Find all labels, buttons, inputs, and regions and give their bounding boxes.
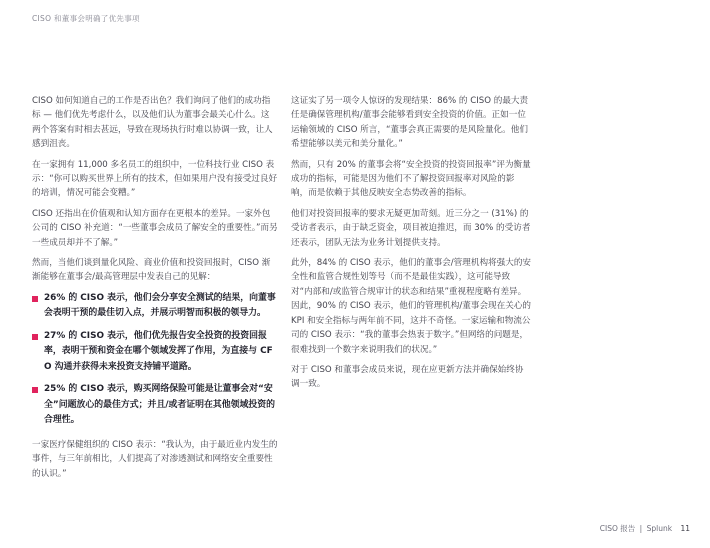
key-findings-list <box>32 291 278 429</box>
page-footer <box>600 523 690 534</box>
body-paragraph: 这证实了另一项令人惊讶的发现结果：86% 的 CISO 的最大责任是确保管理机构/董事会能够看到安全投资的价值。正如一位运输领域的 CISO 所言，“董事会真正需要的是风险量化。他们希望能够以美元和美分量化。” <box>291 96 529 150</box>
footer-separator: | <box>639 524 643 533</box>
body-paragraph: 然而，只有 20% 的董事会将“安全投资的投资回报率”评为衡量成功的指标，可能是因为他们不了解投资回报率对风险的影响，而是依赖于其他反映安全态势改善的指标。 <box>291 159 531 199</box>
page-header: CISO 和董事会明确了优先事项 <box>32 14 140 23</box>
footer-brand: Splunk <box>646 524 673 533</box>
body-paragraph: 他们对投资回报率的要求无疑更加苛刻。近三分之一 (31%) 的受访者表示，由于缺乏资金，项目被迫推迟，而 30% 的受访者还表示，团队无法为业务计划提供支持。 <box>291 208 531 248</box>
body-paragraph: 在一家拥有 11,000 多名员工的组织中，一位科技行业 CISO 表示：“你可以购买世界上所有的技术，但如果用户没有接受过良好的培训，情况可能会变糟。” <box>32 159 278 199</box>
key-finding-item <box>32 382 278 429</box>
key-finding-item <box>32 329 278 376</box>
left-column <box>32 94 278 487</box>
page-number: 11 <box>680 524 690 533</box>
right-column <box>291 94 531 398</box>
square-bullet-icon <box>32 387 38 393</box>
square-bullet-icon <box>32 296 38 302</box>
key-finding-text: 27% 的 CISO 表示，他们优先报告安全投资的投资回报率，表明干预和资金在哪个领域发挥了作用，为直接与 CFO 沟通并获得未来投资支持铺平道路。 <box>44 330 273 372</box>
key-finding-text: 25% 的 CISO 表示，购买网络保险可能是让董事会对“安全”问题放心的最佳方式；并且/或者证明在其他领域投资的合理性。 <box>44 384 275 426</box>
key-finding-text: 26% 的 CISO 表示，他们会分享安全测试的结果，向董事会表明干预的最佳切入点，并展示明智而积极的领导力。 <box>44 292 276 319</box>
body-paragraph: 然而，当他们谈到量化风险、商业价值和投资回报时，CISO 渐渐能够在董事会/最高管理层中发表自己的见解： <box>32 258 271 283</box>
body-paragraph: CISO 如何知道自己的工作是否出色？我们询问了他们的成功指标 — 他们优先考虑什么，以及他们认为董事会最关心什么。这两个答案有时相去甚远，导致在现场执行时难以协调一致，让人感到沮丧。 <box>32 96 273 150</box>
quote-paragraph: 一家医疗保健组织的 CISO 表示：“我认为，由于最近业内发生的事件，与三年前相比，人们提高了对渗透测试和网络安全重要性的认识。” <box>32 439 278 479</box>
body-paragraph: 对于 CISO 和董事会成员来说，现在应更新方法并确保始终协调一致。 <box>291 364 524 390</box>
body-paragraph: 此外，84% 的 CISO 表示，他们的董事会/管理机构将强大的安全性和监管合规性划等号（而不是最佳实践），这可能导致对“内部和/或监管合规审计的状态和结果”重视程度略有差异。因此，90% 的 CISO 表示，他们的管理机构/董事会现在关心的 KPI 和安全指标与两年前不同，这并不奇怪。一家运输和物流公司的 CISO 表示：“我的董事会热衷于数字。”但网络的问题是，很难找到一个数字来说明我们的状况。” <box>291 258 532 355</box>
body-paragraph: CISO 还指出在价值观和认知方面存在更根本的差异。一家外包公司的 CISO 补充道：“一些董事会成员了解安全的重要性。”而另一些成员却并不了解。” <box>32 208 278 248</box>
square-bullet-icon <box>32 334 38 340</box>
key-finding-item <box>32 291 278 322</box>
footer-report-name: CISO 报告 <box>599 524 636 533</box>
